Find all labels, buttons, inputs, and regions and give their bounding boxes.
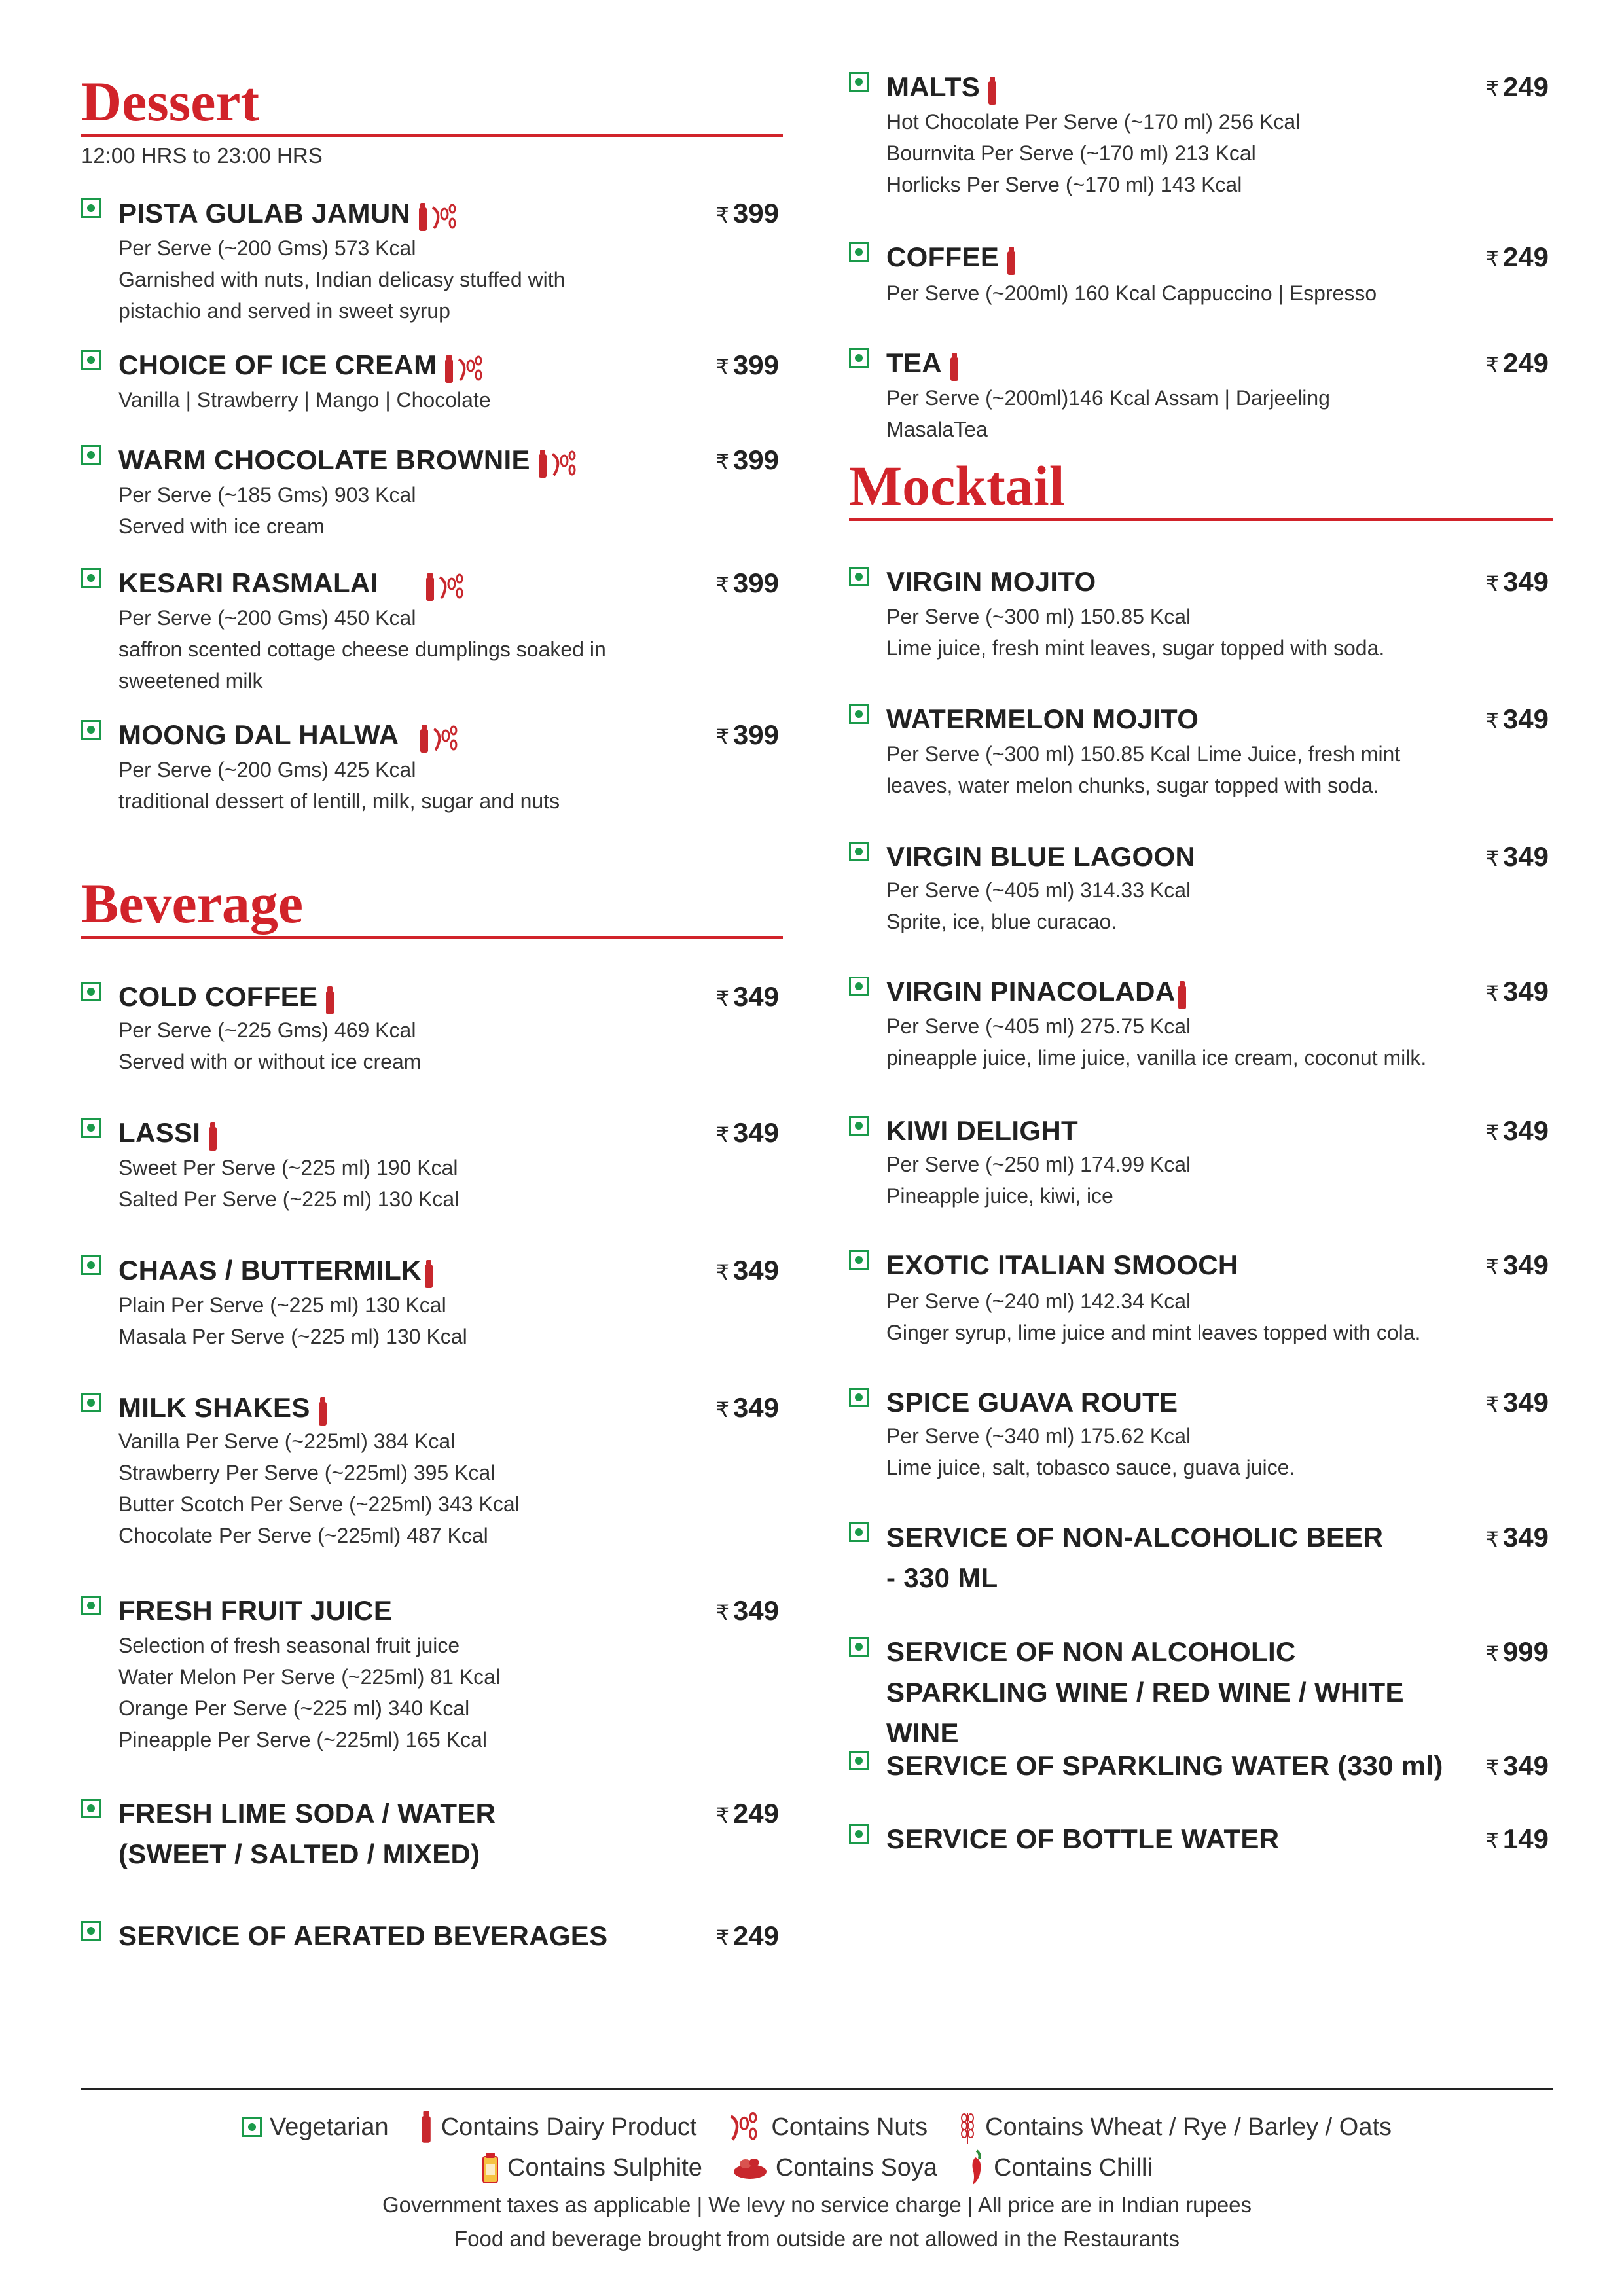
item-name: KESARI RASMALAI xyxy=(118,567,378,598)
rupee-symbol: ₹ xyxy=(715,987,729,1011)
veg-icon xyxy=(849,1637,869,1657)
rupee-symbol: ₹ xyxy=(1485,1829,1499,1853)
item-desc-line: Per Serve (~200 Gms) 425 Kcal xyxy=(118,758,416,781)
item-name: KIWI DELIGHT xyxy=(886,1115,1078,1146)
rupee-symbol: ₹ xyxy=(715,1261,729,1284)
rupee-symbol: ₹ xyxy=(1485,247,1499,271)
item-price: 249 xyxy=(1502,348,1549,378)
item-desc-line: Bournvita Per Serve (~170 ml) 213 Kcal xyxy=(886,141,1256,165)
item-desc-line: Butter Scotch Per Serve (~225ml) 343 Kcal xyxy=(118,1492,520,1516)
legend-soya xyxy=(732,2154,937,2182)
veg-icon xyxy=(81,982,101,1001)
item-price: 349 xyxy=(1502,566,1549,597)
item-desc-line: Per Serve (~240 ml) 142.34 Kcal xyxy=(886,1289,1191,1313)
beverage-header xyxy=(81,870,783,939)
mocktail-header xyxy=(849,453,1553,521)
dairy-icon xyxy=(1176,980,1188,1011)
rupee-symbol: ₹ xyxy=(1485,77,1499,101)
footer-legend xyxy=(81,2088,1553,2256)
rupee-symbol: ₹ xyxy=(1485,1528,1499,1551)
veg-icon xyxy=(849,72,869,92)
item-name: TEA xyxy=(886,348,942,378)
item-desc-line: Selection of fresh seasonal fruit juice xyxy=(118,1634,460,1657)
item-name: COLD COFFEE xyxy=(118,981,318,1012)
legend-label: Contains Chilli xyxy=(994,2153,1153,2181)
item-name: MOONG DAL HALWA xyxy=(118,719,399,750)
veg-icon xyxy=(81,1921,101,1941)
item-desc-line: traditional dessert of lentill, milk, sugar and nuts xyxy=(118,789,560,813)
footer-note-outside-food: Food and beverage brought from outside are not allowed in the Restaurants xyxy=(454,2227,1180,2251)
chilli-icon xyxy=(967,2149,986,2186)
item-desc-line: Per Serve (~200 Gms) 573 Kcal xyxy=(118,236,416,260)
rupee-symbol: ₹ xyxy=(715,1926,729,1950)
veg-icon xyxy=(81,1118,101,1138)
item-name: CHAAS / BUTTERMILK xyxy=(118,1255,422,1285)
legend-wheat xyxy=(958,2109,1392,2145)
item-desc-line: Lime juice, fresh mint leaves, sugar topped with soda. xyxy=(886,636,1385,660)
item-price: 349 xyxy=(732,1392,779,1423)
legend-label: Contains Dairy Product xyxy=(441,2113,697,2141)
item-desc-line: Per Serve (~200 Gms) 450 Kcal xyxy=(118,606,416,630)
rupee-symbol: ₹ xyxy=(1485,1756,1499,1780)
dairy-icon xyxy=(443,354,455,384)
item-name: SERVICE OF NON-ALCOHOLIC BEER xyxy=(886,1522,1384,1552)
dairy-icon xyxy=(324,986,336,1016)
item-desc-line: pistachio and served in sweet syrup xyxy=(118,299,450,323)
item-desc-line: Per Serve (~405 ml) 275.75 Kcal xyxy=(886,1014,1191,1038)
item-desc-line: Vanilla | Strawberry | Mango | Chocolate xyxy=(118,388,491,412)
dairy-icon xyxy=(207,1122,219,1152)
item-desc-line: Plain Per Serve (~225 ml) 130 Kcal xyxy=(118,1293,446,1317)
item-desc-line: Garnished with nuts, Indian delicasy stuffed with xyxy=(118,268,566,291)
item-name: MALTS xyxy=(886,71,981,102)
item-price: 349 xyxy=(1502,1249,1549,1280)
item-name: WARM CHOCOLATE BROWNIE xyxy=(118,444,530,475)
veg-icon xyxy=(242,2117,262,2137)
dairy-icon xyxy=(537,449,549,479)
nuts-icon xyxy=(727,2110,763,2144)
item-name: PISTA GULAB JAMUN xyxy=(118,198,411,228)
legend-nuts xyxy=(727,2110,928,2144)
rupee-symbol: ₹ xyxy=(715,1398,729,1422)
item-desc-line: Hot Chocolate Per Serve (~170 ml) 256 Kcal xyxy=(886,110,1301,134)
legend-chilli xyxy=(967,2149,1153,2186)
veg-icon xyxy=(81,198,101,218)
sulphite-icon xyxy=(481,2151,499,2184)
item-desc-line: Horlicks Per Serve (~170 ml) 143 Kcal xyxy=(886,173,1242,196)
item-desc-line: Salted Per Serve (~225 ml) 130 Kcal xyxy=(118,1187,460,1211)
item-price: 349 xyxy=(1502,1115,1549,1146)
item-name: SERVICE OF AERATED BEVERAGES xyxy=(118,1920,608,1951)
item-desc-line: Per Serve (~225 Gms) 469 Kcal xyxy=(118,1018,416,1042)
veg-icon xyxy=(849,1388,869,1407)
item-name: WATERMELON MOJITO xyxy=(886,704,1199,734)
veg-icon xyxy=(81,1799,101,1818)
divider xyxy=(81,134,783,137)
item-price: 399 xyxy=(732,444,779,475)
item-name: EXOTIC ITALIAN SMOOCH xyxy=(886,1249,1238,1280)
rupee-symbol: ₹ xyxy=(1485,353,1499,377)
veg-icon xyxy=(81,568,101,588)
item-price: 349 xyxy=(732,981,779,1012)
item-name: SERVICE OF BOTTLE WATER xyxy=(886,1823,1280,1854)
item-name-line2: (SWEET / SALTED / MIXED) xyxy=(118,1839,480,1869)
section-title-dessert: Dessert xyxy=(81,70,260,133)
nuts-icon xyxy=(549,449,581,479)
item-price: 249 xyxy=(732,1798,779,1829)
item-price: 349 xyxy=(732,1595,779,1626)
rupee-symbol: ₹ xyxy=(1485,982,1499,1005)
item-price: 249 xyxy=(732,1920,779,1951)
veg-icon xyxy=(849,1824,869,1844)
rupee-symbol: ₹ xyxy=(715,1804,729,1827)
legend-row-2 xyxy=(81,2147,1553,2188)
veg-icon xyxy=(849,1522,869,1542)
item-desc-line: Pineapple juice, kiwi, ice xyxy=(886,1184,1113,1208)
section-title-beverage: Beverage xyxy=(81,872,304,935)
item-desc-line: Chocolate Per Serve (~225ml) 487 Kcal xyxy=(118,1524,488,1547)
rupee-symbol: ₹ xyxy=(715,1601,729,1624)
rupee-symbol: ₹ xyxy=(715,204,729,227)
item-name: COFFEE xyxy=(886,242,1000,272)
item-price: 399 xyxy=(732,198,779,228)
veg-icon xyxy=(81,445,101,465)
rupee-symbol: ₹ xyxy=(715,355,729,379)
item-desc-line: Served with ice cream xyxy=(118,514,325,538)
rupee-symbol: ₹ xyxy=(715,1123,729,1147)
veg-icon xyxy=(849,242,869,262)
legend-sulphite xyxy=(481,2151,702,2184)
item-price: 399 xyxy=(732,567,779,598)
item-desc-line: pineapple juice, lime juice, vanilla ice cream, coconut milk. xyxy=(886,1046,1427,1069)
item-desc-line: Per Serve (~200ml)146 Kcal Assam | Darjeeling xyxy=(886,386,1330,410)
dairy-icon xyxy=(986,76,998,106)
veg-icon xyxy=(81,1255,101,1275)
item-price: 349 xyxy=(732,1255,779,1285)
rupee-symbol: ₹ xyxy=(715,725,729,749)
item-desc-line: Per Serve (~200ml) 160 Kcal Cappuccino | Espresso xyxy=(886,281,1377,305)
item-desc-line: Pineapple Per Serve (~225ml) 165 Kcal xyxy=(118,1728,487,1751)
rupee-symbol: ₹ xyxy=(715,573,729,597)
item-price: 249 xyxy=(1502,242,1549,272)
item-desc-line: Served with or without ice cream xyxy=(118,1050,422,1073)
veg-icon xyxy=(849,1751,869,1770)
veg-icon xyxy=(849,704,869,724)
item-desc-line: Per Serve (~185 Gms) 903 Kcal xyxy=(118,483,416,507)
veg-icon xyxy=(849,348,869,368)
item-price: 349 xyxy=(1502,704,1549,734)
item-desc-line: Masala Per Serve (~225 ml) 130 Kcal xyxy=(118,1325,467,1348)
rupee-symbol: ₹ xyxy=(1485,572,1499,596)
veg-icon xyxy=(849,842,869,861)
item-price: 349 xyxy=(1502,841,1549,872)
divider xyxy=(849,518,1553,521)
dairy-icon xyxy=(418,724,430,754)
rupee-symbol: ₹ xyxy=(1485,1255,1499,1279)
legend-label: Contains Sulphite xyxy=(507,2153,702,2181)
veg-icon xyxy=(81,1596,101,1615)
item-name: SPICE GUAVA ROUTE xyxy=(886,1387,1178,1418)
item-name-line2: - 330 ML xyxy=(886,1562,998,1593)
legend-dairy xyxy=(419,2110,697,2144)
legend-vegetarian xyxy=(242,2113,389,2142)
rupee-symbol: ₹ xyxy=(1485,1393,1499,1416)
rupee-symbol: ₹ xyxy=(1485,1121,1499,1145)
dessert-header xyxy=(81,69,783,168)
item-desc-line: leaves, water melon chunks, sugar topped with soda. xyxy=(886,774,1379,797)
dairy-icon xyxy=(423,1259,435,1289)
item-price: 349 xyxy=(732,1117,779,1148)
soya-icon xyxy=(732,2155,768,2181)
dairy-icon xyxy=(948,352,960,382)
item-price: 149 xyxy=(1502,1823,1549,1854)
item-name: SERVICE OF NON ALCOHOLIC xyxy=(886,1636,1296,1667)
wheat-icon xyxy=(958,2109,977,2145)
item-name: VIRGIN PINACOLADA xyxy=(886,976,1176,1007)
item-desc-line: MasalaTea xyxy=(886,418,988,441)
item-desc-line: Water Melon Per Serve (~225ml) 81 Kcal xyxy=(118,1665,501,1689)
item-desc-line: Sweet Per Serve (~225 ml) 190 Kcal xyxy=(118,1156,458,1179)
nuts-icon xyxy=(430,724,463,754)
item-price: 249 xyxy=(1502,71,1549,102)
legend-label: Vegetarian xyxy=(269,2113,389,2141)
veg-icon xyxy=(849,567,869,586)
item-desc-line: Per Serve (~300 ml) 150.85 Kcal Lime Juice, fresh mint xyxy=(886,742,1401,766)
dessert-hours: 12:00 HRS to 23:00 HRS xyxy=(81,143,323,168)
legend-label: Contains Wheat / Rye / Barley / Oats xyxy=(985,2113,1392,2141)
legend-row-1 xyxy=(81,2107,1553,2147)
item-desc-line: Lime juice, salt, tobasco sauce, guava juice. xyxy=(886,1456,1295,1479)
legend-label: Contains Soya xyxy=(775,2153,938,2181)
rupee-symbol: ₹ xyxy=(715,450,729,474)
item-name-line2: SPARKLING WINE / RED WINE / WHITE WINE xyxy=(886,1677,1404,1748)
divider xyxy=(81,936,783,939)
item-price: 399 xyxy=(732,719,779,750)
veg-icon xyxy=(81,1393,101,1412)
nuts-icon xyxy=(455,354,488,384)
footer-note-taxes: Government taxes as applicable | We levy no service charge | All price are in Indian rupees xyxy=(382,2193,1252,2217)
item-desc-line: Per Serve (~340 ml) 175.62 Kcal xyxy=(886,1424,1191,1448)
item-desc-line: saffron scented cottage cheese dumplings soaked in xyxy=(118,637,606,661)
item-name: FRESH FRUIT JUICE xyxy=(118,1595,393,1626)
nuts-icon xyxy=(429,202,461,232)
item-desc-line: Strawberry Per Serve (~225ml) 395 Kcal xyxy=(118,1461,496,1484)
legend-label: Contains Nuts xyxy=(771,2113,928,2141)
dairy-icon xyxy=(424,572,436,602)
rupee-symbol: ₹ xyxy=(1485,1642,1499,1666)
rupee-symbol: ₹ xyxy=(1485,847,1499,870)
item-name: VIRGIN BLUE LAGOON xyxy=(886,841,1196,872)
nuts-icon xyxy=(436,572,469,602)
item-price: 349 xyxy=(1502,976,1549,1007)
veg-icon xyxy=(849,977,869,996)
veg-icon xyxy=(849,1250,869,1270)
item-desc-line: Vanilla Per Serve (~225ml) 384 Kcal xyxy=(118,1429,456,1453)
item-desc-line: Per Serve (~250 ml) 174.99 Kcal xyxy=(886,1153,1191,1176)
veg-icon xyxy=(81,720,101,740)
section-title-mocktail: Mocktail xyxy=(849,454,1065,517)
dairy-icon xyxy=(1005,246,1017,276)
item-price: 349 xyxy=(1502,1522,1549,1552)
item-price: 349 xyxy=(1502,1387,1549,1418)
item-name: MILK SHAKES xyxy=(118,1392,310,1423)
dairy-icon xyxy=(417,202,429,232)
item-name: VIRGIN MOJITO xyxy=(886,566,1096,597)
veg-icon xyxy=(81,350,101,370)
item-desc-line: Ginger syrup, lime juice and mint leaves topped with cola. xyxy=(886,1321,1421,1344)
item-desc-line: Per Serve (~405 ml) 314.33 Kcal xyxy=(886,878,1191,902)
item-price: 399 xyxy=(732,350,779,380)
item-name: LASSI xyxy=(118,1117,201,1148)
item-name: CHOICE OF ICE CREAM xyxy=(118,350,437,380)
item-name: SERVICE OF SPARKLING WATER (330 ml) xyxy=(886,1750,1443,1781)
dairy-icon xyxy=(317,1397,329,1427)
item-price: 999 xyxy=(1502,1636,1549,1667)
item-desc-line: sweetened milk xyxy=(118,669,263,692)
item-price: 349 xyxy=(1502,1750,1549,1781)
item-desc-line: Orange Per Serve (~225 ml) 340 Kcal xyxy=(118,1696,470,1720)
veg-icon xyxy=(849,1116,869,1136)
rupee-symbol: ₹ xyxy=(1485,709,1499,733)
item-desc-line: Sprite, ice, blue curacao. xyxy=(886,910,1117,933)
dairy-icon xyxy=(419,2110,433,2144)
item-name: FRESH LIME SODA / WATER xyxy=(118,1798,496,1829)
item-desc-line: Per Serve (~300 ml) 150.85 Kcal xyxy=(886,605,1191,628)
